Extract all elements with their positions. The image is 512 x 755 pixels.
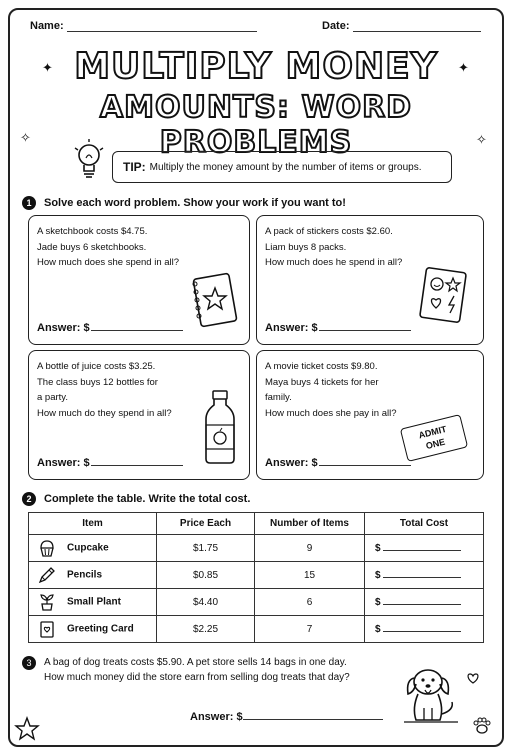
section-number-badge: 2: [22, 492, 36, 506]
answer-field[interactable]: [37, 456, 183, 472]
problem-card-sketchbook: [28, 215, 250, 345]
table-header-row: [29, 513, 484, 535]
item-cell: [29, 589, 157, 616]
sparkle-icon: ✧: [20, 130, 31, 145]
table-row: [29, 562, 484, 589]
answer-label: Answer: $: [37, 321, 90, 334]
problem-line: How much does she spend in all?: [37, 257, 180, 268]
date-line[interactable]: [353, 22, 481, 32]
problem-line: a party.: [37, 392, 68, 403]
table-row: [29, 535, 484, 562]
title-line-2: AMOUNTS: WORD PROBLEMS: [99, 90, 413, 160]
price-cell: $4.40: [157, 589, 255, 616]
sticker-sheet-icon: [417, 266, 471, 324]
section-heading-text: Complete the table. Write the total cost.: [44, 493, 251, 505]
problem-line: How much do they spend in all?: [37, 407, 172, 419]
dollar-sign: $: [375, 570, 381, 581]
cupcake-icon: [37, 538, 57, 558]
answer-line[interactable]: [91, 321, 183, 331]
item-name: Greeting Card: [67, 623, 134, 635]
qty-cell: 15: [255, 562, 365, 589]
problem-line: How much does he spend in all?: [265, 257, 403, 268]
section-number-badge: 3: [22, 656, 36, 670]
qty-cell: 9: [255, 535, 365, 562]
answer-line[interactable]: [243, 710, 383, 720]
juice-bottle-icon: [201, 389, 239, 465]
sparkle-icon: ✦: [42, 60, 53, 75]
name-field[interactable]: [30, 20, 257, 32]
paw-print-icon: [472, 716, 492, 736]
price-cell: $0.85: [157, 562, 255, 589]
answer-field[interactable]: [190, 710, 383, 723]
plant-icon: [37, 592, 57, 612]
problem-line: family.: [265, 392, 292, 403]
table-row: [29, 616, 484, 643]
answer-field[interactable]: [37, 321, 183, 337]
answer-label: Answer: $: [190, 711, 243, 723]
problem-card-stickers: [256, 215, 484, 345]
column-header: Item: [29, 513, 157, 535]
answer-field[interactable]: [265, 456, 411, 472]
total-line[interactable]: [383, 542, 461, 551]
dollar-sign: $: [375, 624, 381, 635]
answer-label: Answer: $: [265, 321, 318, 334]
table-row: [29, 589, 484, 616]
ticket-text: ADMIT: [417, 423, 448, 441]
price-cell: $1.75: [157, 535, 255, 562]
heart-icon: [466, 672, 480, 684]
tip-label: TIP:: [123, 160, 146, 174]
ticket-text: ONE: [424, 436, 447, 452]
section-2-heading: [22, 492, 250, 506]
date-label: Date:: [322, 20, 350, 32]
problem-line: A movie ticket costs $9.80.: [265, 361, 378, 372]
item-name: Cupcake: [67, 542, 109, 554]
sparkle-icon: ✧: [476, 132, 487, 147]
item-name: Pencils: [67, 569, 103, 581]
answer-label: Answer: $: [265, 456, 318, 469]
problem-line: The class buys 12 bottles for: [37, 376, 158, 388]
section-heading-text: Solve each word problem. Show your work if you want to!: [44, 197, 346, 209]
column-header: Number of Items: [255, 513, 365, 535]
answer-line[interactable]: [319, 321, 411, 331]
item-cell: [29, 535, 157, 562]
title-line-1: MULTIPLY MONEY: [74, 46, 438, 87]
problem-card-movie-ticket: [256, 350, 484, 480]
problem-line: A pack of stickers costs $2.60.: [265, 226, 393, 237]
problem-line: How much does she pay in all?: [265, 407, 397, 419]
total-line[interactable]: [383, 569, 461, 578]
problem-line: How much money did the store earn from selling dog treats that day?: [44, 672, 350, 683]
sparkle-icon: ✦: [458, 60, 469, 75]
total-cell[interactable]: [365, 616, 484, 643]
item-cell: [29, 562, 157, 589]
price-cell: $2.25: [157, 616, 255, 643]
qty-cell: 6: [255, 589, 365, 616]
sketchbook-icon: [187, 272, 239, 330]
dollar-sign: $: [375, 597, 381, 608]
item-cell: [29, 616, 157, 643]
star-icon: [14, 716, 40, 742]
answer-line[interactable]: [91, 456, 183, 466]
tip-text: Multiply the money amount by the number of items or groups.: [149, 161, 422, 173]
section-3-problem: [22, 655, 350, 685]
answer-label: Answer: $: [37, 456, 90, 469]
problem-line: Liam buys 8 packs.: [265, 241, 347, 253]
section-1-heading: [22, 196, 346, 210]
problem-card-juice: [28, 350, 250, 480]
total-cell[interactable]: [365, 589, 484, 616]
name-line[interactable]: [67, 22, 257, 32]
tip-box: [112, 151, 452, 183]
lightbulb-icon: [72, 138, 106, 186]
section-number-badge: 1: [22, 196, 36, 210]
problem-line: A sketchbook costs $4.75.: [37, 226, 148, 237]
problem-line: Maya buys 4 tickets for her: [265, 376, 379, 388]
qty-cell: 7: [255, 616, 365, 643]
problem-line: Jade buys 6 sketchbooks.: [37, 241, 147, 253]
name-label: Name:: [30, 20, 64, 32]
total-cell[interactable]: [365, 562, 484, 589]
problem-line: A bottle of juice costs $3.25.: [37, 361, 156, 372]
item-name: Small Plant: [67, 596, 121, 608]
total-line[interactable]: [383, 596, 461, 605]
date-field[interactable]: [322, 20, 481, 32]
puppy-icon: [398, 660, 464, 726]
column-header: Price Each: [157, 513, 255, 535]
cost-table: [28, 512, 484, 643]
answer-field[interactable]: [265, 321, 411, 337]
problem-line: A bag of dog treats costs $5.90. A pet store sells 14 bags in one day.: [44, 657, 347, 668]
pencil-icon: [37, 565, 57, 585]
answer-line[interactable]: [319, 456, 411, 466]
column-header: Total Cost: [365, 513, 484, 535]
dollar-sign: $: [375, 543, 381, 554]
card-icon: [37, 619, 57, 639]
total-line[interactable]: [383, 623, 461, 632]
total-cell[interactable]: [365, 535, 484, 562]
